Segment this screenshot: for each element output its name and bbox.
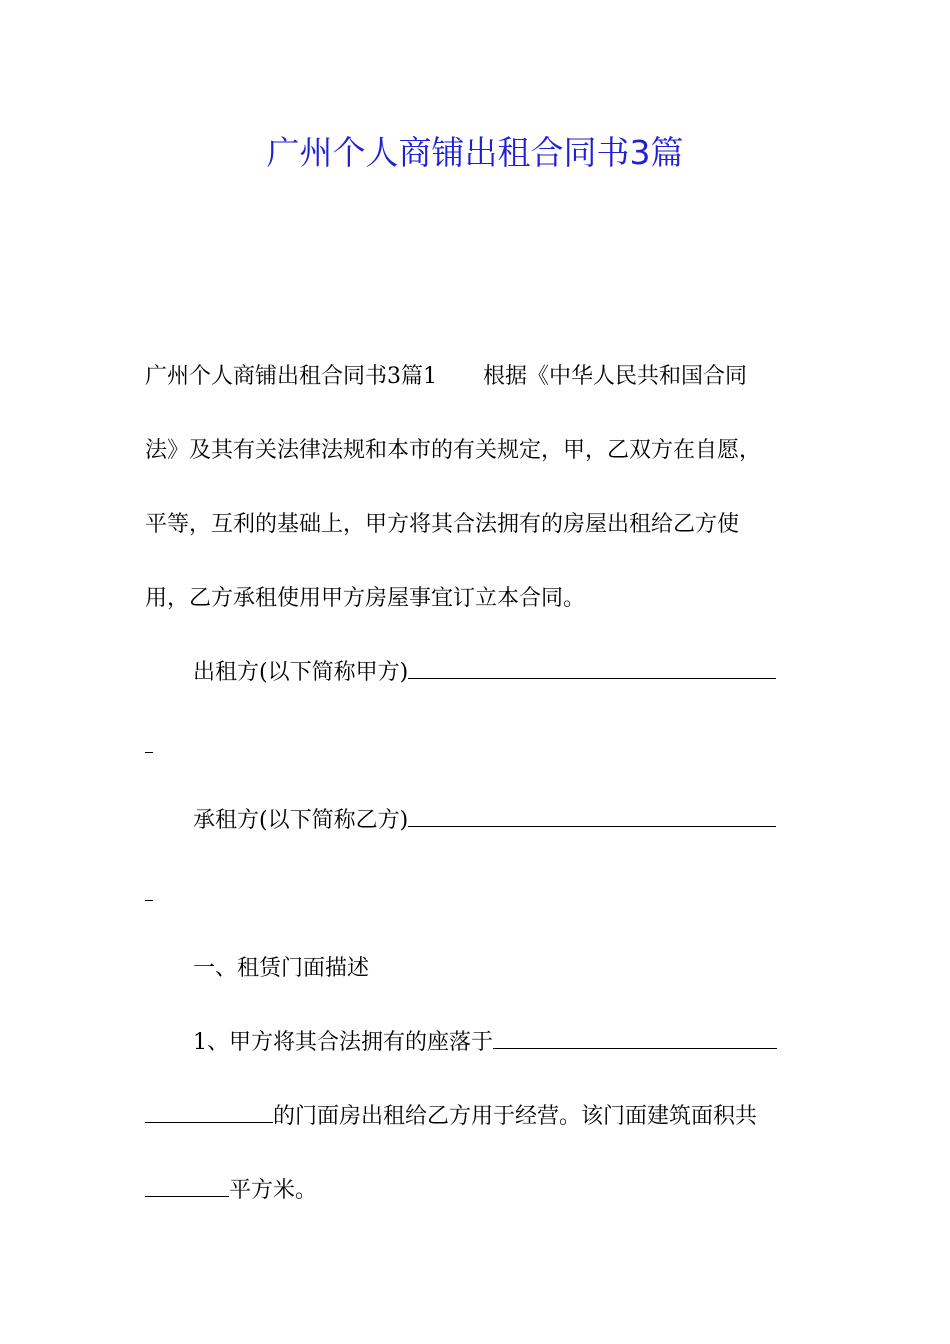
document-body (145, 340, 807, 1228)
clause-1-text-2: 的门面房出租给乙方用于经营。该门面建筑面积共 (273, 1104, 758, 1129)
intro-text-1: 根据《中华人民共和国合同 (483, 364, 748, 389)
intro-line-1 (145, 340, 807, 414)
lessee-label: 承租方(以下简称乙方) (193, 808, 409, 833)
intro-line-2: 法》及其有关法律法规和本市的有关规定，甲，乙双方在自愿， (145, 438, 762, 463)
page-title: 广州个人商铺出租合同书3篇 (266, 133, 684, 172)
area-blank (145, 1168, 229, 1197)
clause-1-line-1 (145, 1006, 807, 1080)
location-blank-continued (145, 1094, 273, 1123)
lessor-blank (408, 650, 776, 679)
lessee-line (145, 784, 807, 858)
lessor-line (145, 636, 807, 710)
lessee-blank-continued (145, 858, 807, 932)
intro-line-3: 平等，互利的基础上，甲方将其合法拥有的房屋出租给乙方使 (145, 512, 740, 537)
clause-1-line-3 (145, 1154, 807, 1228)
section-1-heading: 一、租赁门面描述 (193, 956, 370, 981)
intro-line-4: 用，乙方承租使用甲方房屋事宜订立本合同。 (145, 586, 586, 611)
clause-1-text-3: 平方米。 (229, 1178, 318, 1203)
lessor-label: 出租方(以下简称甲方) (193, 660, 409, 685)
lessor-blank-continued (145, 710, 807, 784)
intro-heading: 广州个人商铺出租合同书3篇1 (145, 364, 437, 389)
clause-1-text-1: 1、甲方将其合法拥有的座落于 (193, 1030, 493, 1055)
location-blank (493, 1020, 777, 1049)
clause-1-line-2 (145, 1080, 807, 1154)
lessee-blank (408, 798, 776, 827)
